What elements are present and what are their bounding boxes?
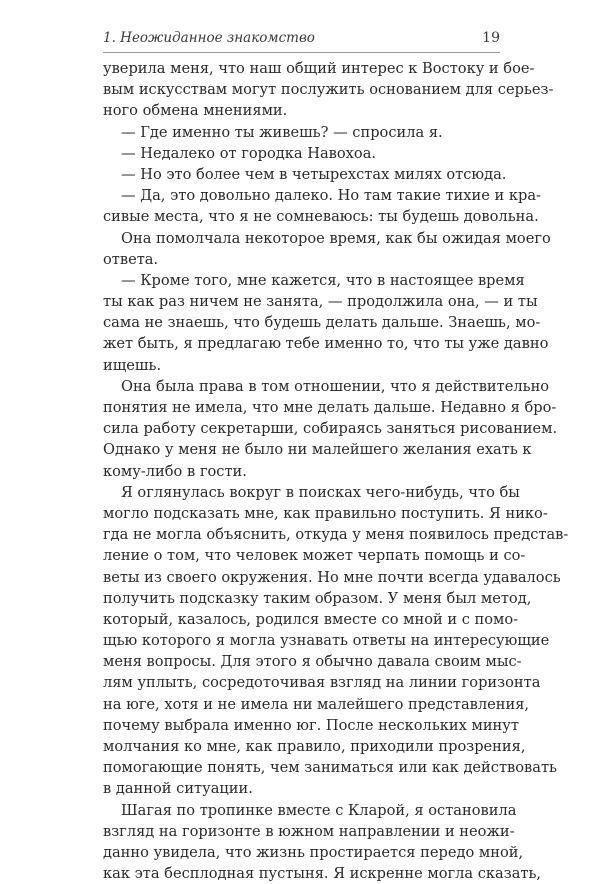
text-line: получить подсказку таким образом. У меня был метод,	[103, 589, 532, 607]
text-line: в данной ситуации.	[103, 780, 253, 798]
text-line: помогающие понять, чем заниматься или как действовать	[103, 759, 557, 777]
header-rule	[103, 52, 500, 53]
page-number: 19	[482, 30, 500, 46]
text-line: — Да, это довольно далеко. Но там такие тихие и кра-	[121, 187, 541, 205]
text-line: как эта бесплодная пустыня. Я искренне могла сказать,	[103, 865, 542, 883]
text-line: Она была права в том отношении, что я действительно	[121, 377, 550, 395]
text-line: Она помолчала некоторое время, как бы ожидая моего	[121, 229, 551, 247]
text-line: ответа.	[103, 250, 159, 268]
chapter-title: 1. Неожиданное знакомство	[103, 30, 315, 46]
text-line: меня вопросы. Для этого я обычно давала своим мыс-	[103, 653, 522, 671]
text-line: уверила меня, что наш общий интерес к Востоку и бое-	[103, 60, 535, 77]
text-line: сама не знаешь, что будешь делать дальше. Знаешь, мо-	[103, 314, 541, 332]
text-line: — Недалеко от городка Навохоа.	[121, 144, 377, 162]
text-line: — Где именно ты живешь? — спросила я.	[121, 123, 443, 141]
running-head	[103, 30, 500, 52]
text-line: понятия не имела, что мне делать дальше. Недавно я бро-	[103, 399, 557, 416]
text-line: ты как раз ничем не занята, — продолжила она, — и ты	[103, 293, 538, 311]
text-line: сивые места, что я не сомневаюсь: ты будешь довольна.	[103, 208, 539, 226]
text-line: Однако у меня не было ни малейшего желания ехать к	[103, 441, 532, 459]
text-line: веты из своего окружения. Но мне почти всегда удавалось	[103, 568, 561, 586]
text-line: ного обмена мнениями.	[103, 102, 288, 120]
text-line: щью которого я могла узнавать ответы на интересующие	[103, 632, 550, 650]
text-line: — Кроме того, мне кажется, что в настоящее время	[121, 271, 525, 289]
text-line: сила работу секретарши, собираясь заняться рисованием.	[103, 420, 558, 438]
text-line: данно увидела, что жизнь простирается передо мной,	[103, 843, 524, 861]
text-line: жет быть, я предлагаю тебе именно то, что ты уже давно	[103, 335, 549, 353]
text-line: могло подсказать мне, как правильно поступить. Я нико-	[103, 504, 548, 522]
text-line: на юге, хотя и не имела ни малейшего представления,	[103, 695, 530, 713]
text-line: кому-либо в гости.	[103, 462, 247, 480]
text-line: вым искусствам могут послужить основанием для серьез-	[103, 81, 554, 99]
text-line: ищешь.	[103, 356, 162, 374]
text-line: молчания ко мне, как правило, приходили прозрения,	[103, 738, 526, 755]
text-line: ление о том, что человек может черпать помощь и со-	[103, 547, 526, 565]
text-line: почему выбрала именно юг. После нескольких минут	[103, 716, 519, 734]
text-line: гда не могла объяснить, откуда у меня появилось представ-	[103, 526, 569, 544]
text-line: — Но это более чем в четырехстах милях отсюда.	[121, 165, 507, 183]
text-line: который, казалось, родился вместе со мной и с помо-	[103, 610, 519, 628]
text-line: лям уплыть, сосредоточивая взгляд на линии горизонта	[103, 674, 541, 692]
text-line: Шагая по тропинке вместе с Кларой, я остановила	[121, 801, 517, 819]
text-line: Я оглянулась вокруг в поисках чего-нибудь, что бы	[121, 483, 520, 501]
body-text	[103, 58, 569, 884]
text-line: взгляд на горизонте в южном направлении и неожи-	[103, 822, 515, 840]
